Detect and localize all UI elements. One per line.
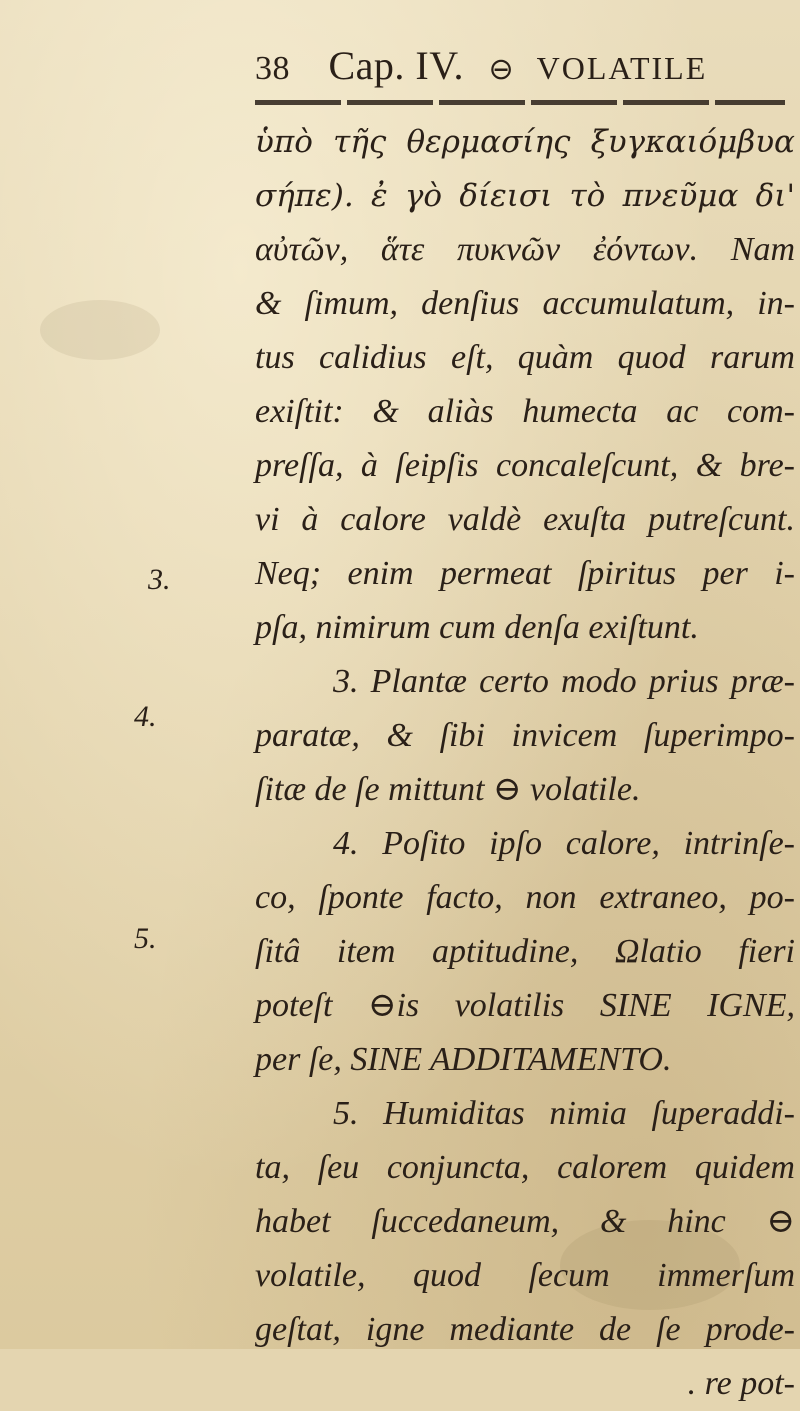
chapter-label: Cap. IV. [328, 43, 464, 88]
text-line: 3. Plantæ certo modo prius præ- [333, 663, 795, 700]
text-line: vi à calore valdè exuſta putreſcunt. [255, 501, 795, 538]
text-line: ὑπὸ τῆς θερμασίης ξυγκαιόμβυα [255, 124, 795, 160]
text-line: 4. Poſito ipſo calore, intrinſe- [333, 825, 795, 862]
text-line: ta, ſeu conjuncta, calorem quidem [255, 1149, 795, 1186]
page-number: 38 [255, 50, 290, 87]
text-line: & ſimum, denſius accumulatum, in- [255, 285, 795, 322]
text-line: ſitæ de ſe mittunt ⊖ volatile. [255, 771, 641, 808]
text-line: co, ſponte facto, non extraneo, po- [255, 879, 795, 916]
paper-stain [40, 300, 160, 360]
text-line: pſa, nimirum cum denſa exiſtunt. [255, 609, 699, 646]
text-line: habet ſuccedaneum, & hinc ⊖ [255, 1203, 795, 1240]
margin-number-5: 5. [134, 922, 157, 955]
running-head [255, 42, 785, 92]
catchword: . re pot- [687, 1365, 795, 1402]
text-line: 5. Humiditas nimia ſuperaddi- [333, 1095, 795, 1132]
text-line: ſitâ item aptitudine, Ωlatio fieri [255, 933, 795, 970]
text-line: preſſa, à ſeipſis concaleſcunt, & bre- [255, 447, 795, 484]
header-rule [255, 100, 785, 105]
text-line: αὐτῶν, ἅτε πυκνῶν ἐόντων. Nam [255, 231, 795, 268]
text-line: Neq; enim permeat ſpiritus per i- [255, 555, 795, 592]
margin-number-4: 4. [134, 700, 157, 733]
text-line: per ſe, SINE ADDITAMENTO. [255, 1041, 672, 1078]
text-line: σήπε). ἐ γὸ δίεισι τὸ πνεῦμα δι' [255, 178, 795, 214]
body-text [255, 115, 795, 1411]
salt-symbol-icon: ⊖ [488, 52, 515, 87]
text-line: volatile, quod ſecum immerſum [255, 1257, 795, 1294]
text-line: poteſt ⊖is volatilis SINE IGNE, [255, 987, 795, 1024]
running-title: VOLATILE [536, 50, 708, 86]
text-line: exiſtit: & aliàs humecta ac com- [255, 393, 795, 430]
margin-number-3: 3. [148, 563, 171, 596]
text-line: paratæ, & ſibi invicem ſuperimpo- [255, 717, 795, 754]
text-line: tus calidius eſt, quàm quod rarum [255, 339, 795, 376]
text-line: geſtat, igne mediante de ſe prode- [255, 1311, 795, 1348]
